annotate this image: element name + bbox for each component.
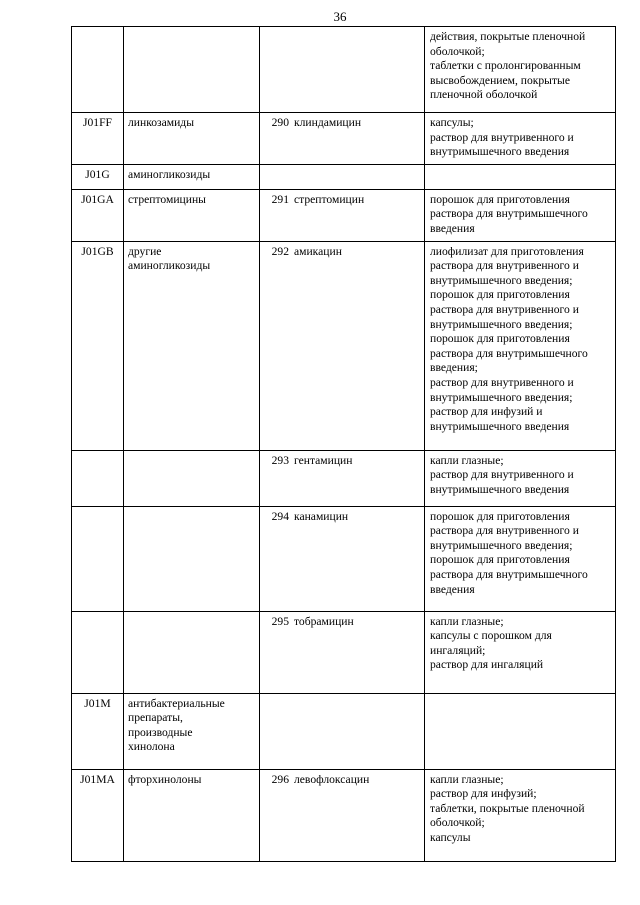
dosage-form-line: порошок для приготовления: [430, 288, 570, 302]
drug-name-cell: амикацин: [291, 241, 425, 450]
atc-group-line: линкозамиды: [128, 116, 194, 129]
atc-group-cell: [124, 769, 260, 861]
item-number-cell: 290: [260, 113, 292, 165]
dosage-form-line: раствора для внутримышечного: [430, 207, 588, 221]
dosage-forms-cell: [425, 450, 616, 506]
table-row: [72, 164, 616, 189]
dosage-forms-cell: [425, 769, 616, 861]
atc-group-line: аминогликозиды: [128, 167, 211, 181]
item-number-cell: [260, 27, 292, 113]
dosage-form-line: раствора для внутривенного и: [430, 259, 579, 273]
dosage-form-line: оболочкой;: [430, 816, 485, 830]
table-row: [72, 506, 616, 611]
atc-group-line: препараты,: [128, 711, 183, 725]
drug-name-cell: стрептомицин: [291, 189, 425, 241]
dosage-forms-cell: [425, 506, 616, 611]
dosage-form-line: внутримышечного введения;: [430, 390, 573, 404]
dosage-forms-cell: [425, 27, 616, 113]
table-row: [72, 113, 616, 165]
atc-group-line: другие: [128, 244, 162, 258]
atc-code-cell: J01MA: [72, 769, 124, 861]
atc-group-cell: [124, 189, 260, 241]
dosage-form-line: ингаляций;: [430, 643, 486, 657]
atc-code-cell: [72, 450, 124, 506]
atc-group-line: производные: [128, 725, 193, 739]
atc-group-line: стрептомицины: [128, 192, 206, 206]
dosage-form-line: высвобождением, покрытые: [430, 73, 570, 87]
dosage-form-line: раствор для внутривенного и: [430, 130, 574, 144]
dosage-form-line: действия, покрытые пленочной: [430, 30, 586, 43]
dosage-form-line: порошок для приготовления: [430, 553, 570, 567]
item-number-cell: 293: [260, 450, 292, 506]
atc-group-line: аминогликозиды: [128, 259, 211, 273]
dosage-form-line: введения: [430, 582, 475, 596]
dosage-form-line: введения;: [430, 361, 478, 375]
dosage-form-line: раствора для внутримышечного: [430, 346, 588, 360]
atc-group-cell: [124, 450, 260, 506]
atc-group-line: хинолона: [128, 740, 175, 754]
atc-group-cell: [124, 506, 260, 611]
atc-group-cell: [124, 611, 260, 693]
dosage-form-line: внутримышечного введения;: [430, 538, 573, 552]
table-row: [72, 693, 616, 769]
atc-group-cell: [124, 693, 260, 769]
atc-group-cell: [124, 27, 260, 113]
dosage-form-line: оболочкой;: [430, 44, 485, 58]
dosage-form-line: раствор для внутривенного и: [430, 375, 574, 389]
table-row: [72, 241, 616, 450]
dosage-form-line: внутримышечного введения: [430, 482, 570, 496]
dosage-forms-cell: [425, 611, 616, 693]
atc-group-line: фторхинолоны: [128, 772, 202, 786]
drug-name-cell: [291, 164, 425, 189]
table-row: [72, 450, 616, 506]
atc-group-cell: [124, 241, 260, 450]
dosage-form-line: раствор для внутривенного и: [430, 468, 574, 482]
atc-group-cell: [124, 164, 260, 189]
drug-name-cell: клиндамицин: [291, 113, 425, 165]
item-number-cell: 291: [260, 189, 292, 241]
drug-list-table: [71, 26, 616, 862]
drug-name-cell: [291, 27, 425, 113]
atc-code-cell: J01FF: [72, 113, 124, 165]
atc-code-cell: [72, 27, 124, 113]
table-row: [72, 189, 616, 241]
drug-name-cell: гентамицин: [291, 450, 425, 506]
dosage-form-line: капсулы с порошком для: [430, 629, 552, 643]
item-number-cell: 294: [260, 506, 292, 611]
dosage-form-line: внутримышечного введения: [430, 419, 570, 433]
dosage-form-line: капли глазные;: [430, 772, 504, 786]
dosage-form-line: раствор для инфузий и: [430, 405, 543, 419]
dosage-form-line: таблетки с пролонгированным: [430, 59, 581, 73]
dosage-forms-cell: [425, 693, 616, 769]
dosage-form-line: раствор для ингаляций: [430, 658, 544, 672]
dosage-form-line: капли глазные;: [430, 614, 504, 628]
atc-group-line: антибактериальные: [128, 696, 225, 710]
atc-code-cell: J01GA: [72, 189, 124, 241]
atc-code-cell: [72, 506, 124, 611]
item-number-cell: 292: [260, 241, 292, 450]
dosage-form-line: внутримышечного введения: [430, 145, 570, 159]
drug-name-cell: канамицин: [291, 506, 425, 611]
dosage-form-line: таблетки, покрытые пленочной: [430, 801, 585, 815]
dosage-form-line: капсулы;: [430, 116, 474, 129]
drug-name-cell: тобрамицин: [291, 611, 425, 693]
drug-name-cell: [291, 693, 425, 769]
dosage-form-line: капсулы: [430, 830, 471, 844]
table-row: [72, 27, 616, 113]
atc-code-cell: J01M: [72, 693, 124, 769]
dosage-form-line: пленочной оболочкой: [430, 88, 538, 102]
dosage-forms-cell: [425, 189, 616, 241]
atc-group-cell: [124, 113, 260, 165]
atc-code-cell: [72, 611, 124, 693]
table-row: [72, 769, 616, 861]
drug-name-cell: левофлоксацин: [291, 769, 425, 861]
dosage-form-line: лиофилизат для приготовления: [430, 244, 584, 258]
dosage-form-line: раствора для внутривенного и: [430, 302, 579, 316]
dosage-forms-cell: [425, 164, 616, 189]
dosage-form-line: раствора для внутривенного и: [430, 524, 579, 538]
dosage-form-line: капли глазные;: [430, 453, 504, 467]
table-row: [72, 611, 616, 693]
dosage-forms-cell: [425, 241, 616, 450]
item-number-cell: 296: [260, 769, 292, 861]
dosage-form-line: порошок для приготовления: [430, 509, 570, 523]
atc-code-cell: J01G: [72, 164, 124, 189]
dosage-form-line: введения: [430, 221, 475, 235]
dosage-forms-cell: [425, 113, 616, 165]
dosage-form-line: внутримышечного введения;: [430, 317, 573, 331]
table-body: [72, 27, 616, 862]
item-number-cell: [260, 164, 292, 189]
item-number-cell: 295: [260, 611, 292, 693]
item-number-cell: [260, 693, 292, 769]
atc-code-cell: J01GB: [72, 241, 124, 450]
page-number: 36: [333, 9, 347, 24]
dosage-form-line: раствор для инфузий;: [430, 787, 537, 801]
dosage-form-line: раствора для внутримышечного: [430, 567, 588, 581]
dosage-form-line: порошок для приготовления: [430, 332, 570, 346]
dosage-form-line: внутримышечного введения;: [430, 273, 573, 287]
dosage-form-line: порошок для приготовления: [430, 192, 570, 206]
